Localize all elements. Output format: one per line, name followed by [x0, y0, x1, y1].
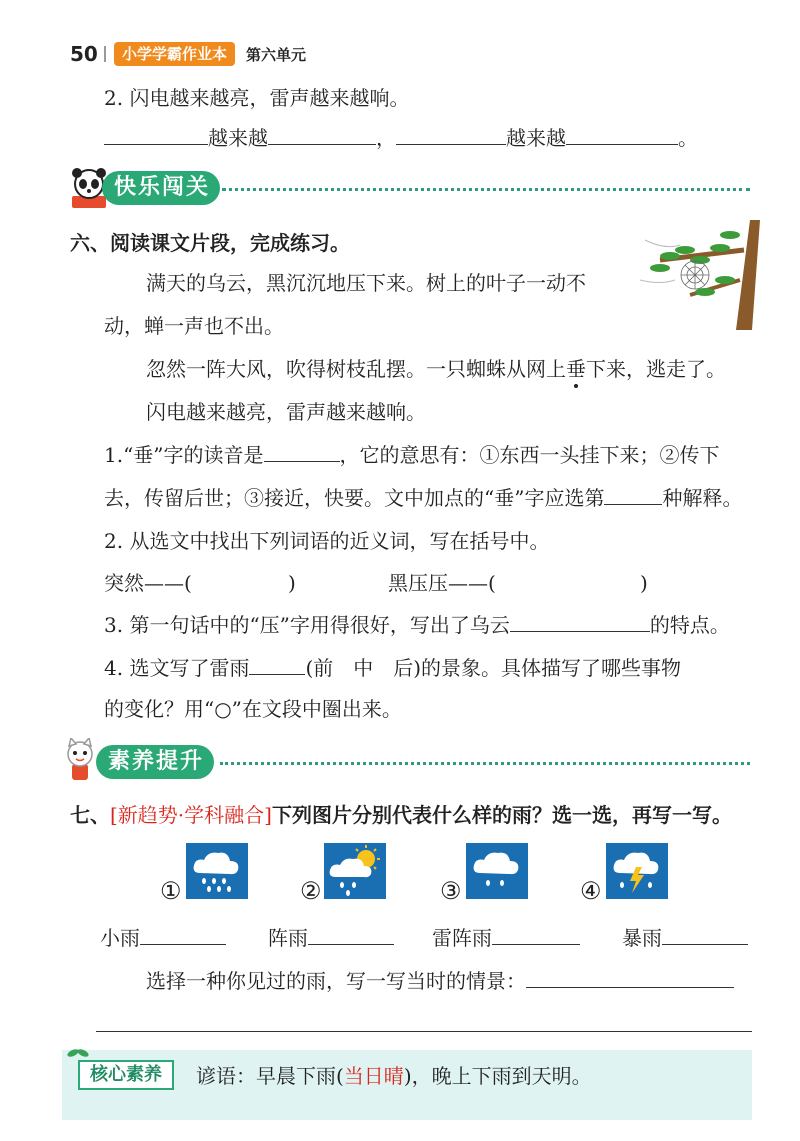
fill-text: ，	[376, 126, 396, 150]
dotted-divider	[220, 762, 750, 765]
heavy-rain-cloud-icon	[186, 843, 248, 899]
passage-line-2: 动，蝉一声也不出。	[104, 314, 284, 338]
answer-blank[interactable]	[140, 925, 226, 945]
answer-blank[interactable]	[396, 125, 506, 145]
dotted-character: 垂	[566, 357, 586, 381]
q7-text: 下列图片分别代表什么样的雨？选一选，再写一写。	[271, 803, 732, 827]
question-text: 4. 选文写了雷雨	[104, 656, 250, 680]
prompt-text: 选择一种你见过的雨，写一写当时的情景：	[146, 969, 526, 993]
core-literacy-badge: 核心素养	[78, 1060, 174, 1090]
answer-blank[interactable]	[662, 925, 748, 945]
question-text: 3. 第一句话中的“压”字用得很好，写出了乌云	[104, 613, 510, 637]
proverb-text: )，晚上下雨到天明。	[403, 1064, 592, 1088]
thunderstorm-icon	[606, 843, 668, 899]
q6-item1-line1	[104, 442, 720, 468]
question-text: 的特点。	[649, 613, 730, 637]
rain-label-1	[100, 925, 226, 951]
light-rain-cloud-icon	[466, 843, 528, 899]
section-banner-literacy-upgrade: 素养提升	[96, 745, 214, 779]
fill-text: 越来越	[208, 126, 268, 150]
leaf-icon	[66, 1044, 90, 1060]
question-text: (前 中 后)的景象。具体描写了哪些事物	[305, 656, 682, 680]
passage-text: 忽然一阵大风，吹得树枝乱摆。一只蜘蛛从网上	[146, 357, 566, 381]
answer-blank[interactable]	[104, 125, 208, 145]
q6-item2: 2. 从选文中找出下列词语的近义词，写在括号中。	[104, 529, 550, 553]
proverb	[196, 1063, 592, 1089]
answer-blank[interactable]	[249, 655, 305, 675]
unit-label: 第六单元	[246, 46, 307, 64]
question-text: 种解释。	[662, 486, 743, 510]
header-divider	[104, 46, 106, 62]
rain-label-2	[268, 925, 394, 951]
answer-blank[interactable]	[604, 485, 662, 505]
page-number: 50	[70, 42, 98, 66]
q7-prefix: 七、	[70, 803, 110, 827]
top-question-title: 2. 闪电越来越亮，雷声越来越响。	[104, 86, 410, 110]
option-1-label: ①	[160, 877, 182, 905]
cat-mascot-icon	[62, 738, 98, 784]
answer-blank[interactable]	[308, 925, 394, 945]
fill-text: 。	[678, 126, 698, 150]
passage-line-3	[146, 356, 726, 382]
passage-text: 下来，逃走了。	[586, 357, 726, 381]
write-prompt	[146, 968, 734, 994]
sun-shower-icon	[324, 843, 386, 899]
q6-item2-word1: 突然——(	[104, 571, 192, 595]
q6-item2-word2: 黑压压——(	[388, 571, 496, 595]
label-text: 小雨	[100, 926, 140, 950]
label-text: 雷阵雨	[432, 926, 492, 950]
q6-item1-line2	[104, 485, 742, 511]
answer-blank[interactable]	[510, 612, 650, 632]
q6-item2-close1: )	[288, 571, 296, 595]
proverb-text: 谚语：早晨下雨(	[196, 1064, 344, 1088]
q6-item4-line2: 的变化？用“○”在文段中圈出来。	[104, 697, 402, 721]
answer-blank[interactable]	[566, 125, 678, 145]
rain-label-3	[432, 925, 580, 951]
answer-blank[interactable]	[492, 925, 580, 945]
question-text: ，它的意思有：①东西一头挂下来；②传下	[339, 443, 720, 467]
fill-text: 越来越	[506, 126, 566, 150]
answer-blank[interactable]	[264, 442, 340, 462]
passage-line-4: 闪电越来越亮，雷声越来越响。	[146, 400, 426, 424]
q7-title	[70, 802, 732, 828]
q6-item3	[104, 612, 730, 638]
q6-item4-line1	[104, 655, 681, 681]
top-question-fill	[104, 125, 698, 151]
answer-blank[interactable]	[268, 125, 376, 145]
option-3-label: ③	[440, 877, 462, 905]
section-banner-happy-challenge: 快乐闯关	[102, 171, 220, 205]
question-text: 去，传留后世；③接近，快要。文中加点的“垂”字应选第	[104, 486, 605, 510]
proverb-answer: 当日晴	[343, 1064, 404, 1088]
option-4-label: ④	[580, 877, 602, 905]
rain-label-4	[622, 925, 748, 951]
label-text: 暴雨	[622, 926, 662, 950]
question-text: 1.“垂”字的读音是	[104, 443, 264, 467]
label-text: 阵雨	[268, 926, 308, 950]
tree-spider-illustration	[640, 220, 760, 330]
q6-item2-close2: )	[640, 571, 648, 595]
answer-blank[interactable]	[526, 968, 734, 988]
answer-line[interactable]	[96, 1030, 752, 1032]
q7-tag: [新趋势·学科融合]	[110, 803, 272, 827]
dotted-divider	[222, 188, 750, 191]
q6-title: 六、阅读课文片段，完成练习。	[70, 231, 350, 255]
option-2-label: ②	[300, 877, 322, 905]
passage-line-1: 满天的乌云，黑沉沉地压下来。树上的叶子一动不	[146, 271, 586, 295]
book-title-badge: 小学学霸作业本	[114, 42, 235, 66]
